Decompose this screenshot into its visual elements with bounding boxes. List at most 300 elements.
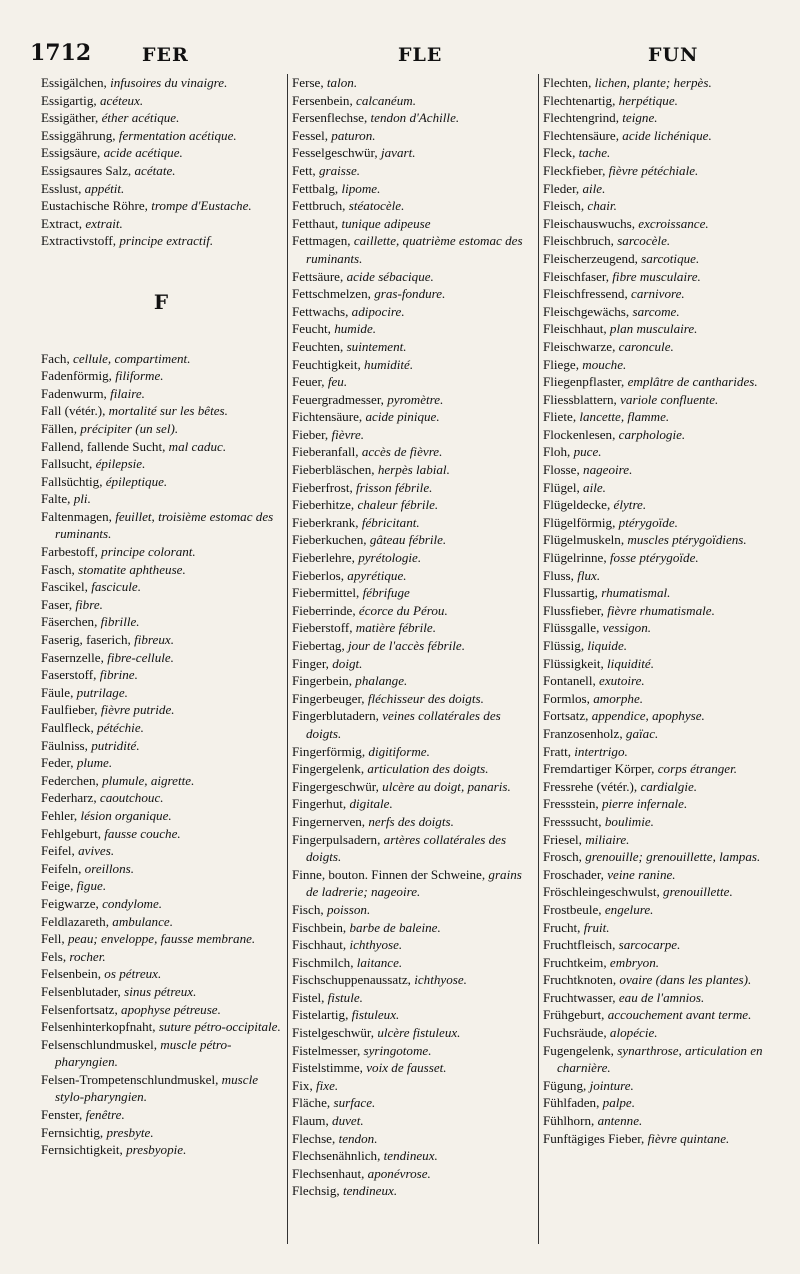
entry-translation: grenouillette. <box>663 884 733 900</box>
entry-headword: Fleisch, <box>543 198 585 214</box>
dictionary-entry <box>543 391 793 409</box>
dictionary-entry <box>292 743 536 761</box>
entry-headword: Faulfieber, <box>41 702 98 718</box>
dictionary-entry <box>292 356 536 374</box>
dictionary-entry <box>292 1130 536 1148</box>
dictionary-entry <box>41 807 281 825</box>
dictionary-entry <box>41 895 281 913</box>
dictionary-entry <box>41 860 281 878</box>
dictionary-entry <box>41 455 281 473</box>
entry-headword: Fistelartig, <box>292 1007 349 1023</box>
entry-headword: Essigälchen, <box>41 75 107 90</box>
dictionary-entry <box>41 490 281 508</box>
entry-translation: acide lichénique. <box>622 127 712 143</box>
entry-translation: tunique adipeuse <box>341 215 431 231</box>
entry-translation: acide acétique. <box>103 145 183 161</box>
entry-headword: Essigsäure, <box>41 145 101 161</box>
entry-translation: fermentation acétique. <box>118 127 237 143</box>
entry-headword: Fettschmelzen, <box>292 286 371 302</box>
dictionary-entry <box>292 1147 536 1165</box>
entry-translation: apyrétique. <box>347 567 407 583</box>
dictionary-entry <box>292 778 536 796</box>
entry-headword: Fell, <box>41 931 65 947</box>
dictionary-entry <box>292 1112 536 1130</box>
entry-headword: Fingerbein, <box>292 673 353 689</box>
entry-translation: nerfs des doigts. <box>368 813 454 829</box>
entry-headword: Fingerhut, <box>292 796 347 812</box>
entry-translation: acide sébacique. <box>346 268 434 284</box>
entry-translation: miliaire. <box>585 831 630 847</box>
entry-headword: Fleischerzeugend, <box>543 250 638 266</box>
entry-translation: oreillons. <box>84 860 135 876</box>
dictionary-entry <box>543 655 793 673</box>
dictionary-entry <box>543 1024 793 1042</box>
entry-translation: stomatite aphtheuse. <box>78 561 186 577</box>
dictionary-entry <box>543 1006 793 1024</box>
entry-headword: Fix, <box>292 1077 313 1093</box>
entry-translation: filaire. <box>110 385 145 401</box>
column-2 <box>292 74 536 1200</box>
dictionary-entry <box>543 479 793 497</box>
entry-headword: Flussfieber, <box>543 602 604 618</box>
dictionary-entry <box>292 655 536 673</box>
entry-translation: frisson fébrile. <box>356 479 433 495</box>
entry-translation: digitale. <box>349 796 393 812</box>
entry-translation: plan musculaire. <box>609 321 698 337</box>
dictionary-entry <box>292 1059 536 1077</box>
entry-headword: Fleckfieber, <box>543 162 606 178</box>
entry-headword: Fieberanfall, <box>292 444 359 460</box>
entry-translation: vessigon. <box>602 620 652 636</box>
entry-headword: Formlos, <box>543 690 590 706</box>
entry-translation: synarthrose, articulation en charnière. <box>557 1042 763 1076</box>
entry-headword: Fruchtfleisch, <box>543 937 616 953</box>
entry-translation: sarcocèle. <box>617 233 671 249</box>
entry-translation: syringotome. <box>363 1042 432 1058</box>
entry-translation: herpétique. <box>618 92 678 108</box>
dictionary-entry <box>543 320 793 338</box>
entry-translation: graisse. <box>318 162 361 178</box>
entry-translation: ovaire (dans les plantes). <box>619 972 752 988</box>
entry-translation: carphologie. <box>618 426 686 442</box>
dictionary-entry <box>292 1182 536 1200</box>
entry-translation: suintement. <box>346 338 407 354</box>
entry-headword: Flüssgalle, <box>543 620 600 636</box>
entry-headword: Flügel, <box>543 479 580 495</box>
dictionary-entry <box>41 1036 281 1071</box>
dictionary-entry <box>543 760 793 778</box>
dictionary-entry <box>41 913 281 931</box>
entry-translation: embryon. <box>609 954 660 970</box>
entry-headword: Fischbein, <box>292 919 347 935</box>
entry-translation: tendon. <box>338 1130 378 1146</box>
entry-headword: Fuchsräude, <box>543 1025 607 1041</box>
dictionary-entry <box>543 866 793 884</box>
entry-headword: Funftägiges Fieber, <box>543 1130 645 1146</box>
entry-translation: caillette, quatrième estomac des ruminants. <box>306 233 523 266</box>
entry-translation: plume. <box>76 755 113 771</box>
entry-translation: jour de l'accès fébrile. <box>348 638 465 653</box>
entry-translation: accès de fièvre. <box>361 444 443 460</box>
entry-translation: rhumatismal. <box>601 585 671 601</box>
entry-headword: Fettwachs, <box>292 303 349 319</box>
entry-translation: emplâtre de cantharides. <box>627 374 758 390</box>
entry-headword: Fieber, <box>292 426 329 442</box>
entry-translation: jointure. <box>589 1077 634 1093</box>
dictionary-entry <box>41 350 281 368</box>
entry-headword: Feuer, <box>292 374 325 390</box>
entry-translation: tendon d'Achille. <box>370 110 460 126</box>
entry-headword: Feuergradmesser, <box>292 391 384 407</box>
entry-translation: gaïac. <box>625 725 659 741</box>
dictionary-entry <box>292 549 536 567</box>
entry-headword: Fingergelenk, <box>292 761 365 777</box>
entry-headword: Fontanell, <box>543 673 596 689</box>
dictionary-entry <box>543 180 793 198</box>
section-letter: F <box>153 289 169 314</box>
entry-headword: Fäulniss, <box>41 737 88 753</box>
dictionary-entry <box>41 754 281 772</box>
dictionary-entry <box>292 919 536 937</box>
dictionary-entry <box>41 631 281 649</box>
dictionary-entry <box>543 954 793 972</box>
dictionary-entry <box>41 215 281 233</box>
dictionary-entry <box>292 831 536 866</box>
dictionary-entry <box>543 109 793 127</box>
entry-translation: condylome. <box>102 895 163 911</box>
entry-headword: Fruchtknoten, <box>543 972 617 988</box>
dictionary-entry <box>543 162 793 180</box>
entry-translation: accouchement avant terme. <box>607 1007 752 1023</box>
entry-translation: presbyte. <box>106 1124 154 1140</box>
page-header <box>30 40 780 72</box>
entry-translation: veine ranine. <box>607 866 676 882</box>
dictionary-entry <box>292 320 536 338</box>
entry-headword: Frostbeule, <box>543 901 602 917</box>
entry-translation: cellule, compartiment. <box>73 350 191 366</box>
entry-headword: Felsenbein, <box>41 966 102 982</box>
entry-translation: eau de l'amnios. <box>618 989 705 1005</box>
entry-headword: Fliessblattern, <box>543 391 617 407</box>
entry-headword: Fluss, <box>543 567 574 583</box>
dictionary-entry <box>292 496 536 514</box>
entry-headword: Fallsüchtig, <box>41 473 103 489</box>
entry-translation: ulcère fistuleux. <box>377 1025 461 1041</box>
entry-translation: grains de ladrerie; nageoire. <box>306 866 522 900</box>
entry-translation: cardialgie. <box>640 778 698 794</box>
entry-translation: fièvre rhumatismale. <box>607 602 715 618</box>
entry-headword: Flechsig, <box>292 1183 340 1199</box>
entry-translation: acéteux. <box>99 92 144 108</box>
entry-translation: rocher. <box>69 948 106 964</box>
entry-translation: veines collatérales des doigts. <box>306 708 501 741</box>
dictionary-entry <box>41 842 281 860</box>
dictionary-entry <box>41 578 281 596</box>
dictionary-entry <box>292 127 536 145</box>
entry-translation: plumule, aigrette. <box>102 772 195 788</box>
entry-headword: Flüssig, <box>543 638 585 653</box>
entry-headword: Fremdartiger Körper, <box>543 761 655 777</box>
dictionary-entry <box>292 338 536 356</box>
entry-translation: tendineux. <box>383 1148 438 1164</box>
dictionary-entry <box>543 619 793 637</box>
entry-translation: excroissance. <box>638 215 709 231</box>
entry-headword: Feucht, <box>292 321 331 337</box>
entry-translation: os pétreux. <box>104 966 162 982</box>
entry-headword: Fadenförmig, <box>41 368 112 384</box>
entry-headword: Fliege, <box>543 356 580 372</box>
dictionary-entry <box>292 232 536 267</box>
guide-word-center: FLE <box>398 44 443 66</box>
entry-translation: pli. <box>73 491 91 507</box>
dictionary-entry <box>543 303 793 321</box>
entry-translation: fléchisseur des doigts. <box>367 690 484 706</box>
dictionary-entry <box>543 268 793 286</box>
entry-headword: Fläche, <box>292 1095 331 1111</box>
entry-translation: aile. <box>583 479 606 495</box>
entry-translation: engelure. <box>604 901 654 917</box>
entry-translation: appétit. <box>84 180 125 196</box>
entry-headword: Fleischauswuchs, <box>543 215 636 231</box>
entry-headword: Fettsäure, <box>292 268 344 284</box>
dictionary-entry <box>292 373 536 391</box>
entry-headword: Fischhaut, <box>292 937 347 953</box>
dictionary-entry <box>543 514 793 532</box>
entry-headword: Fieberkuchen, <box>292 532 367 548</box>
entry-translation: pyrétologie. <box>358 550 422 566</box>
entry-headword: Fressstein, <box>543 796 599 812</box>
entry-translation: antenne. <box>597 1113 643 1129</box>
entry-translation: fosse ptérygoïde. <box>609 550 699 566</box>
dictionary-entry <box>292 866 536 901</box>
dictionary-entry <box>292 426 536 444</box>
entry-headword: Fettbruch, <box>292 198 346 214</box>
entry-translation: talon. <box>326 75 358 90</box>
dictionary-entry <box>292 180 536 198</box>
entry-translation: stéatocèle. <box>348 198 405 214</box>
entry-headword: Essiggährung, <box>41 127 116 143</box>
dictionary-entry <box>41 596 281 614</box>
dictionary-entry <box>41 1001 281 1019</box>
entry-translation: ptérygoïde. <box>618 514 678 530</box>
dictionary-entry <box>543 848 793 866</box>
dictionary-entry <box>292 672 536 690</box>
entry-headword: Fiebertag, <box>292 638 345 653</box>
entry-headword: Fressrehe (vétér.), <box>543 778 638 794</box>
entry-translation: nageoire. <box>583 462 633 478</box>
entry-headword: Flügelförmig, <box>543 514 616 530</box>
entry-translation: fièvre pétéchiale. <box>608 162 699 178</box>
entry-translation: fébrifuge <box>362 585 410 601</box>
entry-headword: Fleder, <box>543 180 580 196</box>
entry-headword: Flügelmuskeln, <box>543 532 625 548</box>
entry-headword: Fieberfrost, <box>292 479 353 495</box>
entry-translation: mortalité sur les bêtes. <box>108 403 228 419</box>
entry-translation: trompe d'Eustache. <box>151 198 252 214</box>
dictionary-entry <box>292 215 536 233</box>
entry-translation: acide pinique. <box>365 409 440 425</box>
entry-headword: Finne, bouton. Finnen der Schweine, <box>292 866 486 882</box>
entry-headword: Faserig, faserich, <box>41 632 131 648</box>
dictionary-entry <box>41 789 281 807</box>
entry-headword: Feigwarze, <box>41 895 99 911</box>
dictionary-entry <box>292 813 536 831</box>
dictionary-entry <box>41 1018 281 1036</box>
entry-headword: Fels, <box>41 948 67 964</box>
entry-headword: Esslust, <box>41 180 82 196</box>
entry-translation: aile. <box>582 180 606 196</box>
dictionary-entry <box>41 385 281 403</box>
entry-headword: Fäserchen, <box>41 614 98 630</box>
entry-translation: teigne. <box>622 110 658 126</box>
entry-headword: Flügeldecke, <box>543 497 611 513</box>
dictionary-entry <box>41 948 281 966</box>
entry-headword: Fleischwarze, <box>543 338 616 354</box>
dictionary-entry <box>543 584 793 602</box>
dictionary-entry <box>543 144 793 162</box>
entry-headword: Fadenwurm, <box>41 385 107 401</box>
entry-translation: amorphe. <box>593 690 644 706</box>
entry-translation: fébricitant. <box>361 514 420 530</box>
dictionary-entry <box>41 1071 281 1106</box>
dictionary-entry <box>543 672 793 690</box>
entry-headword: Fersenbein, <box>292 92 353 108</box>
column-3 <box>543 74 793 1147</box>
dictionary-entry <box>543 971 793 989</box>
dictionary-entry <box>292 707 536 742</box>
dictionary-entry <box>292 1165 536 1183</box>
entry-translation: putrilage. <box>76 684 128 700</box>
dictionary-entry <box>41 92 281 110</box>
entry-headword: Fingernerven, <box>292 813 366 829</box>
dictionary-entry <box>543 883 793 901</box>
entry-translation: ichthyose. <box>349 937 403 953</box>
dictionary-entry <box>543 373 793 391</box>
entry-translation: avives. <box>78 843 115 859</box>
entry-translation: aponévrose. <box>367 1165 431 1181</box>
entry-headword: Fruchtkeim, <box>543 954 607 970</box>
dictionary-entry <box>292 602 536 620</box>
entry-headword: Fliegenpflaster, <box>543 374 625 390</box>
dictionary-entry <box>543 443 793 461</box>
dictionary-entry <box>41 613 281 631</box>
dictionary-entry <box>41 402 281 420</box>
dictionary-entry <box>543 602 793 620</box>
entry-translation: artères collatérales des doigts. <box>306 831 507 865</box>
entry-translation: tache. <box>578 145 611 161</box>
entry-headword: Floh, <box>543 444 571 460</box>
dictionary-entry <box>543 831 793 849</box>
entry-translation: exutoire. <box>599 673 645 689</box>
dictionary-entry <box>41 684 281 702</box>
entry-headword: Fach, <box>41 350 70 366</box>
entry-translation: ulcère au doigt, panaris. <box>382 778 511 794</box>
entry-headword: Essigartig, <box>41 92 97 108</box>
entry-translation: fascicule. <box>91 579 142 595</box>
entry-headword: Fingerpulsadern, <box>292 831 381 847</box>
entry-translation: pétéchie. <box>97 720 144 735</box>
entry-headword: Fall (vétér.), <box>41 403 106 419</box>
entry-translation: surface. <box>333 1095 376 1111</box>
entry-translation: matière fébrile. <box>355 620 437 636</box>
dictionary-entry <box>292 109 536 127</box>
entry-headword: Froschader, <box>543 866 604 882</box>
entry-headword: Feuchtigkeit, <box>292 356 361 372</box>
dictionary-entry <box>292 901 536 919</box>
entry-headword: Fieberbläschen, <box>292 462 375 478</box>
dictionary-entry <box>292 989 536 1007</box>
dictionary-entry <box>292 619 536 637</box>
entry-translation: palpe. <box>602 1095 636 1111</box>
entry-headword: Fügung, <box>543 1077 587 1093</box>
entry-translation: pyromètre. <box>387 391 444 407</box>
dictionary-entry <box>41 701 281 719</box>
dictionary-entry <box>292 637 536 655</box>
entry-headword: Extractivstoff, <box>41 233 117 249</box>
entry-headword: Fasch, <box>41 561 75 577</box>
dictionary-entry <box>543 92 793 110</box>
entry-headword: Fortsatz, <box>543 708 589 724</box>
entry-headword: Farbestoff, <box>41 544 98 560</box>
entry-headword: Federchen, <box>41 772 99 788</box>
entry-headword: Fiebermittel, <box>292 585 360 601</box>
entry-translation: corps étranger. <box>657 761 738 777</box>
dictionary-entry <box>41 438 281 456</box>
dictionary-entry <box>543 1077 793 1095</box>
dictionary-entry <box>543 778 793 796</box>
entry-headword: Faserstoff, <box>41 667 97 683</box>
dictionary-entry <box>292 1042 536 1060</box>
entry-translation: lipome. <box>341 180 381 196</box>
entry-translation: poisson. <box>326 901 371 917</box>
entry-translation: peau; enveloppe, fausse membrane. <box>67 931 256 947</box>
entry-translation: digitiforme. <box>368 743 430 759</box>
entry-translation: intertrigo. <box>574 743 628 759</box>
entry-translation: fistule. <box>327 989 363 1005</box>
dictionary-entry <box>543 690 793 708</box>
entry-headword: Fingergeschwür, <box>292 778 379 794</box>
entry-translation: ambulance. <box>112 913 173 929</box>
dictionary-entry <box>543 232 793 250</box>
entry-headword: Fleischfaser, <box>543 268 610 284</box>
entry-translation: appendice, apophyse. <box>591 708 705 724</box>
dictionary-entry <box>292 936 536 954</box>
entry-headword: Flosse, <box>543 462 580 478</box>
dictionary-entry <box>292 531 536 549</box>
entry-translation: chair. <box>587 198 617 214</box>
entry-translation: adipocire. <box>351 303 405 319</box>
dictionary-entry <box>543 567 793 585</box>
dictionary-entry <box>41 543 281 561</box>
entry-headword: Fischmilch, <box>292 954 354 970</box>
entry-translation: fibre musculaire. <box>612 268 701 284</box>
entry-translation: muscles ptérygoïdiens. <box>627 532 747 548</box>
entry-translation: humide. <box>334 321 377 337</box>
dictionary-entry <box>41 197 281 215</box>
entry-translation: caoutchouc. <box>99 790 164 806</box>
dictionary-entry <box>41 74 281 92</box>
entry-translation: écorce du Pérou. <box>358 602 448 618</box>
dictionary-entry <box>41 420 281 438</box>
dictionary-entry <box>543 919 793 937</box>
dictionary-entry <box>543 901 793 919</box>
dictionary-entry <box>543 936 793 954</box>
entry-headword: Fingerförmig, <box>292 743 366 759</box>
dictionary-entry <box>543 426 793 444</box>
entry-headword: Felsen-Trompetenschlundmuskel, <box>41 1071 219 1087</box>
entry-headword: Fettmagen, <box>292 233 351 249</box>
entry-headword: Flechtenartig, <box>543 92 616 108</box>
